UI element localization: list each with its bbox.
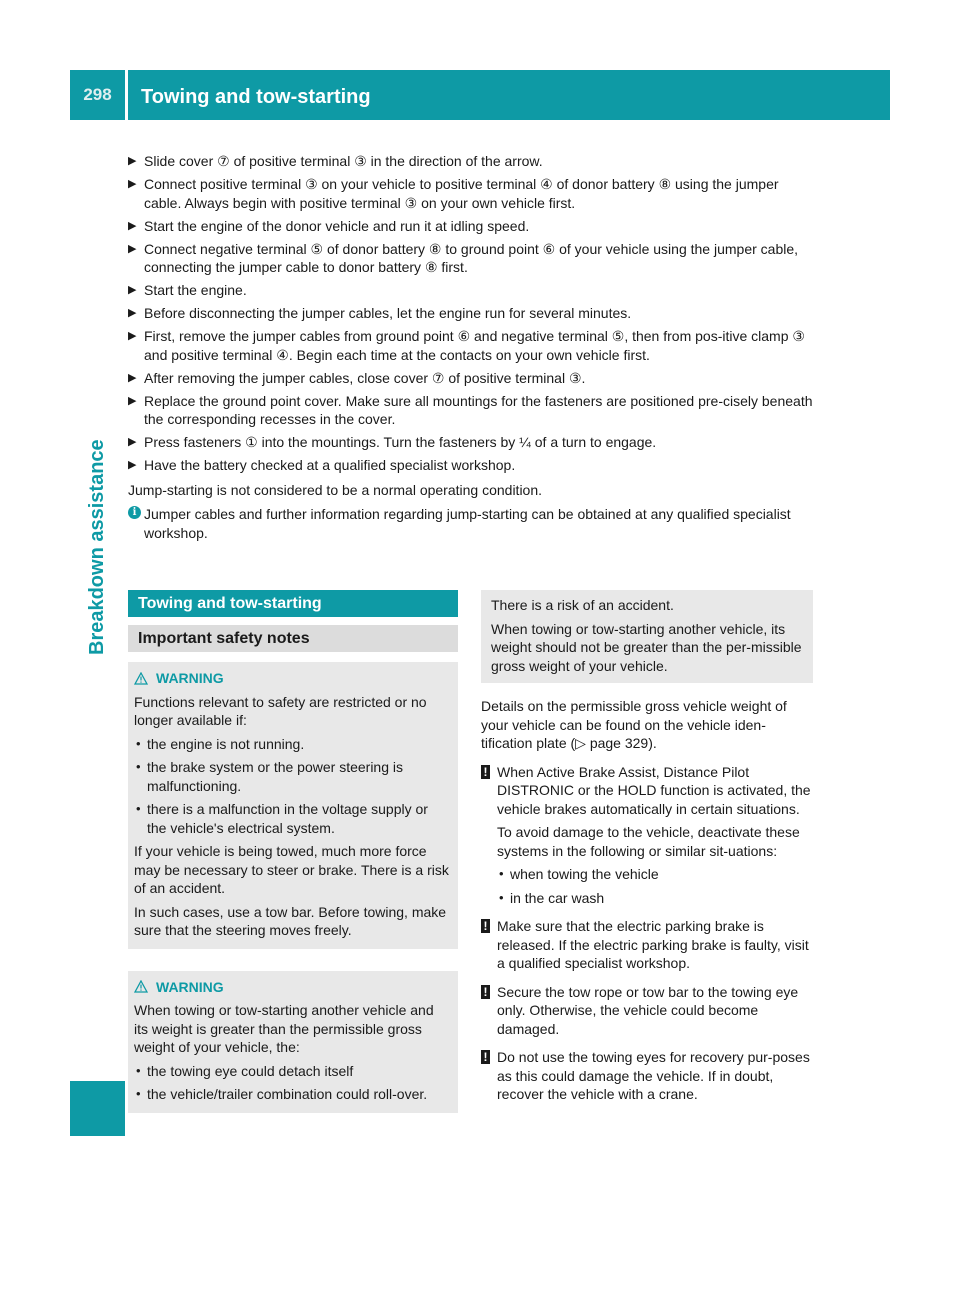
warning-triangle-icon [134,980,148,993]
note-bullet [497,865,813,884]
step-item [128,217,813,236]
page-title: Towing and tow-starting [141,86,371,108]
warning-title [134,978,450,997]
left-column [128,590,458,1113]
step-text: Start the engine. [144,282,247,298]
bullet-icon: • [499,866,504,881]
step-item [128,327,813,364]
warning-box [128,971,458,1113]
arrow-icon: ▶ [128,242,137,255]
page-number: 298 [83,85,112,104]
step-item [128,281,813,300]
note-text: When Active Brake Assist, Distance Pilot DISTRONIC or the HOLD function is activated, the vehicle brakes automatically in certain situations. [497,763,811,817]
bullet-icon: • [136,735,141,751]
note-text: Make sure that the electric parking brake is released. If the electric parking brake is faulty, visit a qualified specialist workshop. [497,918,809,971]
bullet-text: the towing eye could detach itself [147,1062,354,1079]
step-text: Replace the ground point cover. Make sure all mountings for the fasteners are positioned pre-cisely beneath the corresponding recesses in the cover. [144,392,813,427]
bullet-text: there is a malfunction in the voltage supply or the vehicle's electrical system. [147,801,428,836]
step-text: Connect positive terminal ③ on your vehicle to positive terminal ④ of donor battery ⑧ using the jumper cable. Always begin with positive terminal ③ on your own vehicle first. [144,176,779,211]
note-bullet [497,889,813,908]
arrow-icon: ▶ [128,436,137,448]
step-item [128,456,813,475]
step-item [128,152,813,171]
note-text: Secure the tow rope or tow bar to the towing eye only. Otherwise, the vehicle could become damaged. [497,983,799,1037]
exclamation-icon: ! [481,1050,490,1064]
note-block [481,917,813,973]
exclamation-icon: ! [481,919,490,933]
step-text: Press fasteners ① into the mountings. Turn the fasteners by ¼ of a turn to engage. [144,434,657,450]
arrow-icon: ▶ [128,178,137,190]
arrow-icon: ▶ [128,219,137,232]
warning-intro: Functions relevant to safety are restricted or no longer available if: [134,693,427,728]
side-label-text: Breakdown assistance [86,439,108,655]
warning-text: When towing or tow-starting another vehicle, its weight should not be greater than the per-missible gross weight of your vehicle. [491,620,802,674]
note-text: To avoid damage to the vehicle, deactivate these systems in the following or similar sit-uations: [497,824,800,859]
step-item [128,240,813,277]
step-item [128,304,813,323]
step-text: Have the battery checked at a qualified specialist workshop. [144,457,516,473]
bullet-icon: • [136,759,141,774]
step-text: After removing the jumper cables, close cover ⑦ of positive terminal ③. [144,369,586,386]
warning-title-text: WARNING [156,670,224,686]
bullet-icon: • [136,801,141,816]
right-column [481,590,813,1109]
arrow-icon: ▶ [128,394,137,407]
note-block [481,763,813,908]
bullet-text: when towing the vehicle [510,866,659,882]
note-text: Do not use the towing eyes for recovery pur-poses as this could damage the vehicle. If in doubt, recover the vehicle with a crane. [497,1049,810,1102]
section-heading: Towing and tow-starting [128,590,458,617]
exclamation-icon: ! [481,765,490,779]
note-block [481,983,813,1039]
arrow-icon: ▶ [128,371,137,384]
step-text: Connect negative terminal ⑤ of donor battery ⑧ to ground point ⑥ of your vehicle using the jumper cable, connecting the jumper cable to donor battery ⑧ first. [144,240,799,275]
side-label [86,439,108,655]
arrow-icon: ▶ [128,284,137,296]
arrow-icon: ▶ [128,459,137,471]
warning-triangle-icon [134,672,148,685]
warning-bullet [134,758,450,795]
warning-intro: When towing or tow-starting another vehicle and its weight is greater than the permissible gross weight of your vehicle, the: [134,1002,434,1055]
warning-title-text: WARNING [156,978,224,995]
bullet-icon: • [136,1086,141,1101]
arrow-icon: ▶ [128,307,137,319]
warning-bullet [134,1085,450,1104]
step-item [128,433,813,452]
info-icon: i [128,506,141,519]
step-item [128,392,813,429]
step-text: Before disconnecting the jumper cables, let the engine run for several minutes. [144,305,632,321]
bullet-text: the brake system or the power steering is malfunctioning. [147,759,404,794]
step-text: First, remove the jumper cables from ground point ⑥ and negative terminal ⑤, then from pos-itive clamp ③ and positive terminal ④. Begin each time at the contacts on your own vehicle first. [144,328,805,363]
warning-bullet [134,800,450,837]
step-item [128,175,813,212]
bullet-text: the engine is not running. [147,735,305,752]
warning-bullet [134,735,450,754]
arrow-icon: ▶ [128,330,137,342]
warning-box-continued [481,590,813,683]
jump-start-note: Jump-starting is not considered to be a normal operating condition. [128,481,543,498]
step-item [128,369,813,388]
info-text: Jumper cables and further information regarding jump-starting can be obtained at any qualified specialist workshop. [144,506,791,541]
jump-start-steps [128,152,813,542]
warning-text: In such cases, use a tow bar. Before towing, make sure that the steering moves freely. [134,903,447,938]
step-text: Start the engine of the donor vehicle and run it at idling speed. [144,217,530,234]
warning-bullet [134,1062,450,1081]
info-note [128,505,813,542]
details-paragraph: Details on the permissible gross vehicle weight of your vehicle can be found on the vehicle iden-tification plate (▷ page 329). [481,698,787,751]
note-block [481,1048,813,1104]
warning-text: If your vehicle is being towed, much more force may be necessary to steer or brake. There is a risk of an accident. [134,843,449,896]
exclamation-icon: ! [481,985,490,999]
bullet-icon: • [499,889,504,905]
step-text: Slide cover ⑦ of positive terminal ③ in the direction of the arrow. [144,153,543,169]
warning-text: There is a risk of an accident. [491,597,674,613]
side-tab [70,1081,125,1136]
warning-box [128,662,458,949]
bullet-icon: • [136,1062,141,1078]
bullet-text: in the car wash [510,889,605,906]
arrow-icon: ▶ [128,155,137,167]
header-divider [125,70,128,120]
warning-title [134,669,450,688]
bullet-text: the vehicle/trailer combination could roll-over. [147,1086,428,1102]
subsection-heading: Important safety notes [128,625,458,652]
